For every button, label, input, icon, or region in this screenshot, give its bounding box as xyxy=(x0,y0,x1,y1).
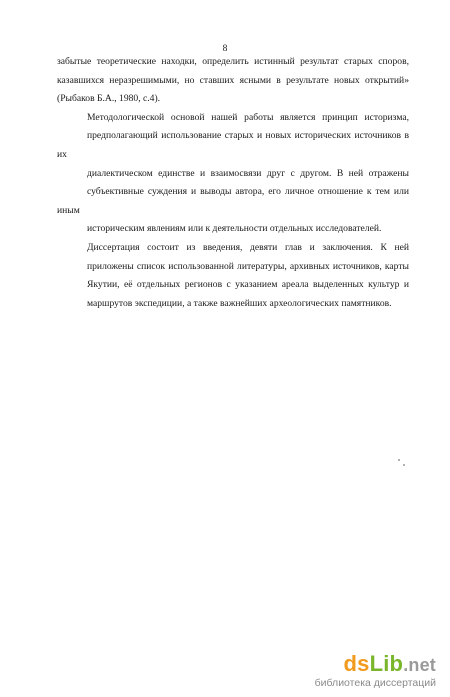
text-line: диалектическом единстве и взаимосвязи друг с другом. В ней отражены xyxy=(87,167,409,179)
paragraph xyxy=(57,239,409,313)
dslib-watermark xyxy=(315,653,436,689)
text-line: забытые теоретические находки, определить истинный результат старых споров, xyxy=(57,56,409,67)
logo-ds: ds xyxy=(343,651,370,676)
watermark-caption: библиотека диссертаций xyxy=(314,677,436,689)
text-line: (Рыбаков Б.А., 1980, с.4). xyxy=(57,93,161,105)
text-line: маршрутов экспедиции, а также важнейших археологических памятников. xyxy=(87,297,392,309)
dslib-logo xyxy=(315,653,436,676)
body-text xyxy=(57,53,409,313)
paragraph xyxy=(57,53,409,109)
scan-speck xyxy=(403,464,405,466)
logo-net: .net xyxy=(403,655,436,675)
scan-speck xyxy=(398,459,400,461)
logo-lib: Lib xyxy=(369,651,404,676)
text-line: предполагающий использование старых и новых исторических источников в их xyxy=(57,130,409,160)
page-number: 8 xyxy=(222,44,228,54)
text-line: приложены список использованной литературы, архивных источников, карты xyxy=(87,260,409,272)
text-line: казавшихся неразрешимыми, но ставших ясными в результате новых открытий» xyxy=(57,74,409,86)
text-line: Диссертация состоит из введения, девяти глав и заключения. К ней xyxy=(87,241,409,253)
paragraph xyxy=(57,109,409,239)
text-line: Якутии, её отдельных регионов с указанием ареала выделенных культур и xyxy=(87,279,409,291)
text-line: субъективные суждения и выводы автора, его личное отношение к тем или иным xyxy=(57,186,409,216)
text-line: Методологической основой нашей работы является принцип историзма, xyxy=(87,111,409,123)
text-line: историческим явлениям или к деятельности отдельных исследователей. xyxy=(87,223,382,235)
